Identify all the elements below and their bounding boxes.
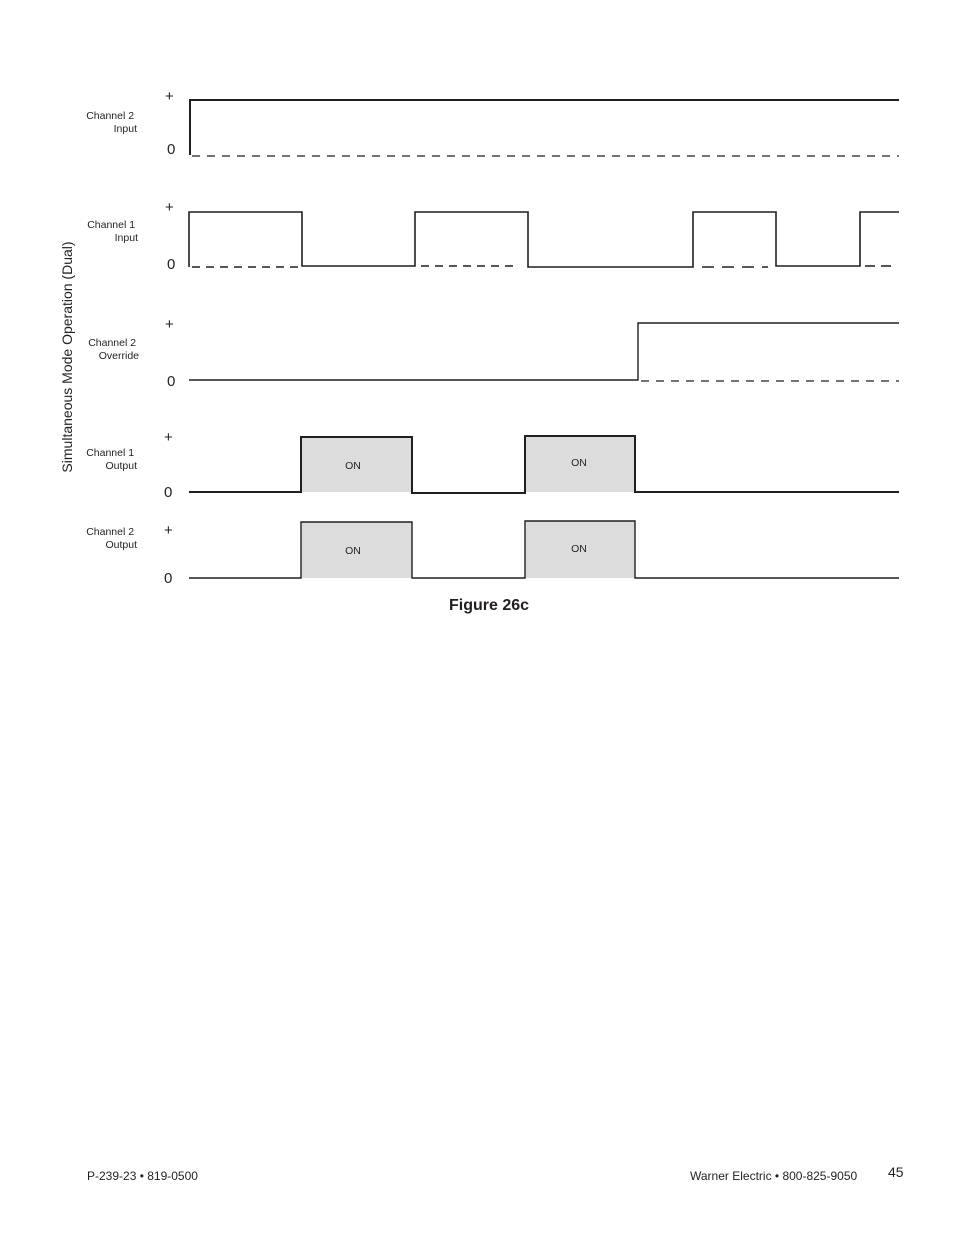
zero-sign: 0 <box>167 141 176 158</box>
channel-2-output-row <box>86 521 899 587</box>
page-number: 45 <box>888 1164 904 1180</box>
channel-label: Channel 2 Input <box>86 110 137 135</box>
waveform-line <box>189 323 899 380</box>
channel-2-override-row <box>88 316 899 390</box>
channel-label: Channel 1 Output <box>86 447 137 472</box>
plus-sign: + <box>165 88 174 105</box>
waveform-line <box>190 100 899 155</box>
channel-2-input-row <box>86 88 899 158</box>
company-contact: Warner Electric • 800-825-9050 <box>690 1169 858 1183</box>
channel-1-output-row <box>86 429 899 501</box>
zero-sign: 0 <box>167 256 176 273</box>
zero-sign: 0 <box>164 484 173 501</box>
channel-label: Channel 2 Output <box>86 526 137 551</box>
plus-sign: + <box>164 429 173 446</box>
zero-sign: 0 <box>164 570 173 587</box>
plus-sign: + <box>164 522 173 539</box>
plus-sign: + <box>165 199 174 216</box>
figure-caption: Figure 26c <box>449 597 530 614</box>
on-label: ON <box>571 543 587 555</box>
zero-sign: 0 <box>167 373 176 390</box>
on-label: ON <box>345 545 361 557</box>
channel-1-input-row <box>87 199 899 273</box>
on-label: ON <box>345 460 361 472</box>
channel-label: Channel 1 Input <box>87 219 138 244</box>
side-title: Simultaneous Mode Operation (Dual) <box>59 241 75 473</box>
plus-sign: + <box>165 316 174 333</box>
waveform-line <box>189 212 899 267</box>
doc-number: P-239-23 • 819-0500 <box>87 1169 198 1183</box>
on-label: ON <box>571 457 587 469</box>
channel-label: Channel 2 Override <box>88 337 139 362</box>
